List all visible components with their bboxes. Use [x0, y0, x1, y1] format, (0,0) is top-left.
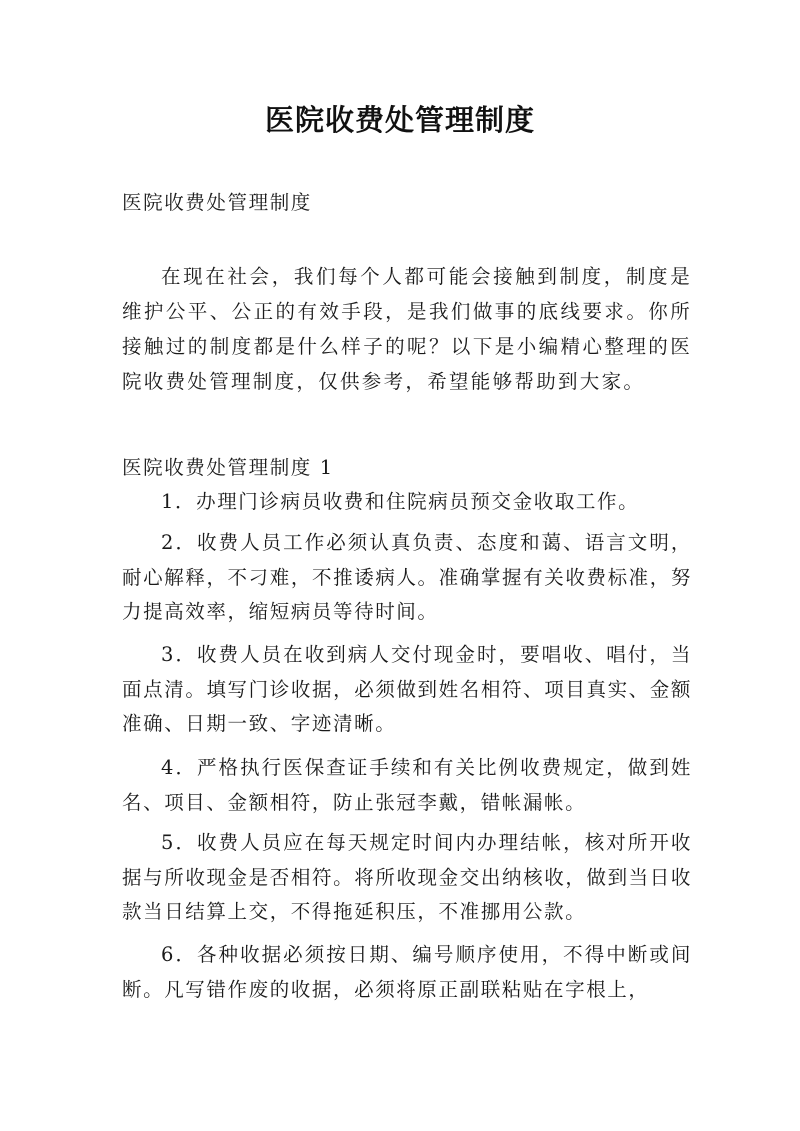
list-item: 3．收费人员在收到病人交付现金时，要唱收、唱付，当面点清。填写门诊收据，必须做到姓名相符、项目真实、金额准确、日期一致、字迹清晰。 — [122, 643, 692, 735]
section-heading: 医院收费处管理制度 1 — [122, 456, 334, 479]
intro-paragraph: 在现在社会，我们每个人都可能会接触到制度，制度是维护公平、公正的有效手段，是我们做事的底线要求。你所接触过的制度都是什么样子的呢？以下是小编精心整理的医院收费处管理制度，仅供参考，希望能够帮助到大家。 — [122, 265, 692, 393]
list-item: 6．各种收据必须按日期、编号顺序使用，不得中断或间断。凡写错作废的收据，必须将原正副联粘贴在字根上， — [122, 943, 692, 1001]
list-item: 2．收费人员工作必须认真负责、态度和蔼、语言文明，耐心解释，不刁难，不推诿病人。准确掌握有关收费标准，努力提高效率，缩短病员等待时间。 — [122, 531, 692, 623]
document-subtitle: 医院收费处管理制度 — [122, 191, 312, 214]
list-item: 5．收费人员应在每天规定时间内办理结帐，核对所开收据与所收现金是否相符。将所收现金交出纳核收，做到当日收款当日结算上交，不得拖延积压，不准挪用公款。 — [122, 831, 692, 923]
document-title: 医院收费处管理制度 — [264, 103, 535, 137]
list-item: 1．办理门诊病员收费和住院病员预交金收取工作。 — [161, 490, 640, 513]
list-item: 4．严格执行医保查证手续和有关比例收费规定，做到姓名、项目、金额相符，防止张冠李戴，错帐漏帐。 — [122, 756, 692, 814]
